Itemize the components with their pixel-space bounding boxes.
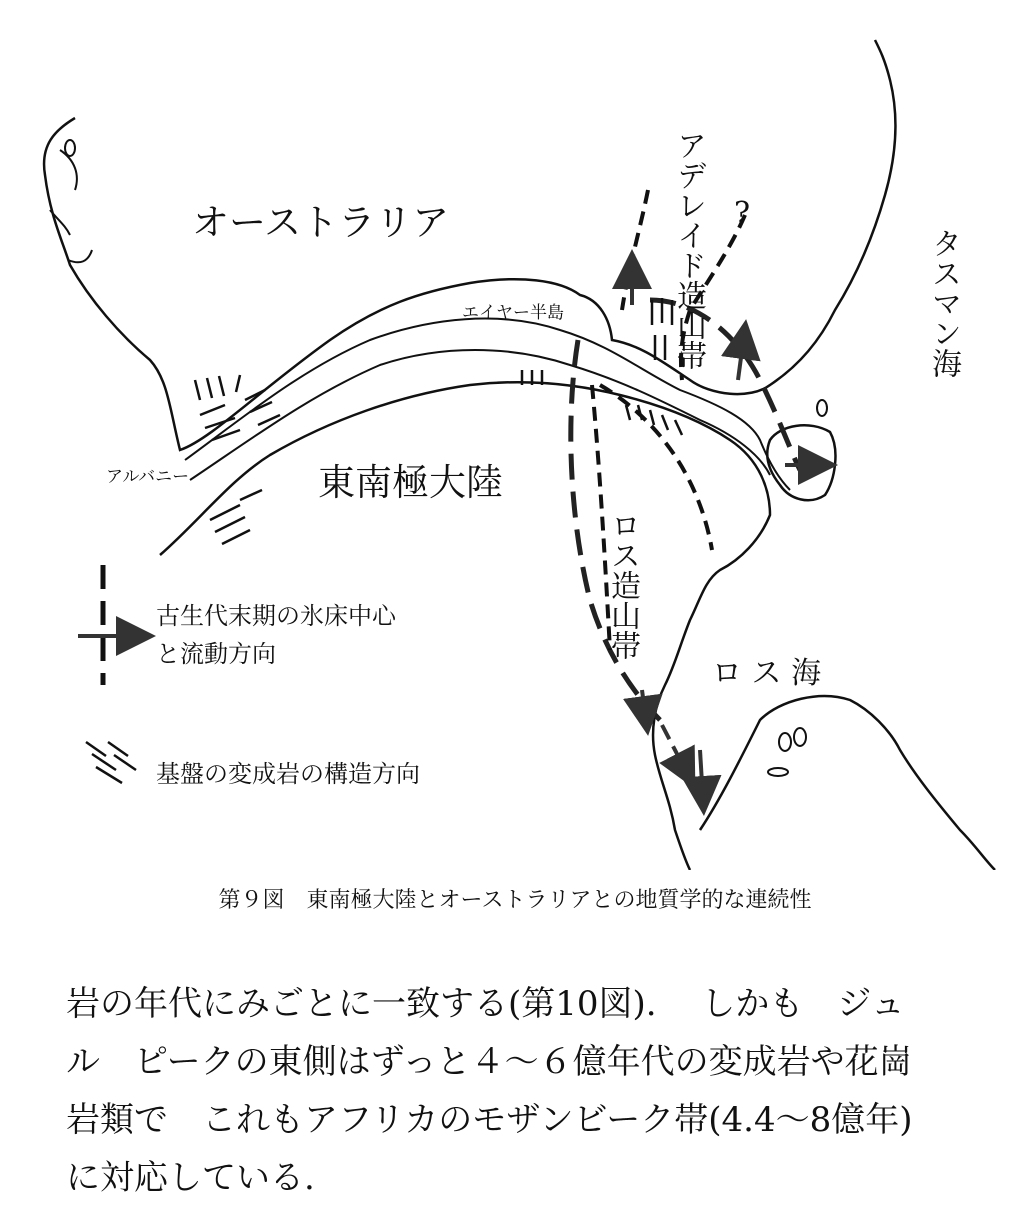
small-island [817, 400, 827, 416]
label-australia: オーストラリア [192, 201, 450, 244]
legend-ice-symbol [78, 565, 140, 685]
label-eyre-peninsula: エイヤー半島 [462, 303, 564, 323]
label-east-antarctica: 東南極大陸 [318, 461, 503, 504]
ross-arrow-2 [662, 725, 688, 775]
body-line-4: に対応している. [66, 1158, 315, 1198]
ice-flow-arrow-ne [738, 335, 744, 380]
ross-sea-coast [700, 696, 995, 870]
label-question-mark: ? [734, 196, 751, 231]
legend-ice-line-1: 古生代末期の氷床中心 [156, 602, 396, 630]
label-ross-orogen: ロス造山帯 [605, 510, 640, 660]
gulf-island [65, 140, 75, 156]
ross-island-3 [768, 768, 788, 776]
australia-coastline [44, 40, 895, 450]
ross-arrow-3 [700, 750, 703, 800]
body-line-1: 岩の年代にみごとに一致する(第10図). しかも ジュ [66, 984, 905, 1024]
legend-ice-line-2: と流動方向 [156, 640, 276, 668]
body-line-3: 岩類で これもアフリカのモザンビーク帯(4.4～8億年) [66, 1100, 913, 1140]
label-adelaide-orogen: アデレイド造山帯 [671, 130, 706, 370]
legend-hatch-symbol [86, 742, 136, 783]
label-ross-sea: ロ ス 海 [712, 656, 822, 691]
body-line-2: ル ピークの東側はずっと４～６億年代の変成岩や花崗 [66, 1042, 913, 1082]
australia-coast-detail [50, 150, 92, 262]
hatch-center [522, 370, 682, 435]
adelaide-dash-1 [622, 190, 648, 310]
tasmania [767, 425, 835, 500]
ross-island-2 [794, 728, 806, 746]
hatch-adelaide [652, 298, 672, 360]
label-tasman-sea: タスマン海 [926, 228, 961, 378]
body-text [66, 975, 986, 1207]
ross-arrow-1 [642, 690, 646, 720]
label-albany: アルバニー [106, 467, 190, 487]
legend-metamorphic: 基盤の変成岩の構造方向 [156, 760, 420, 788]
figure-caption: 第９図 東南極大陸とオーストラリアとの地質学的な連続性 [218, 888, 812, 913]
hatch-west [195, 375, 280, 440]
ross-island-1 [779, 733, 791, 751]
